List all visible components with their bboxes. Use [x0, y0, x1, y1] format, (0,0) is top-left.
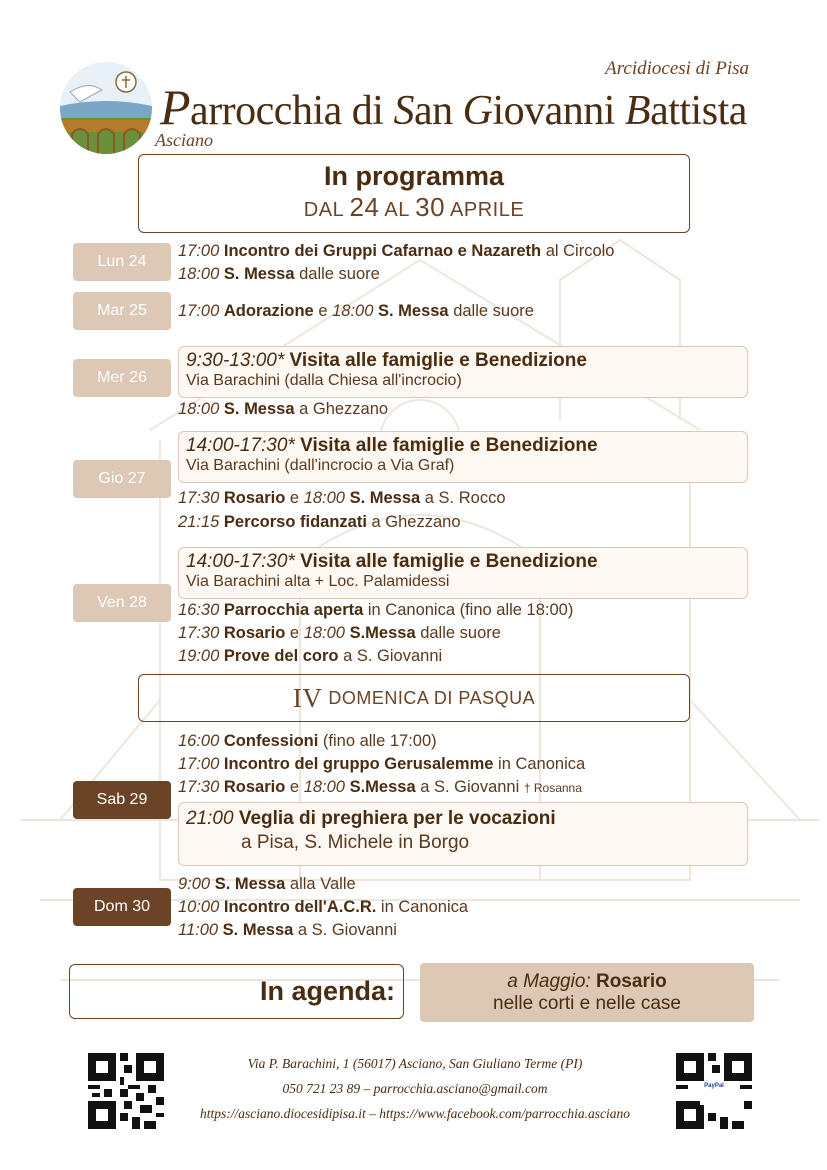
sunday-banner	[138, 674, 690, 722]
event-time: 14:00-17:30*	[186, 551, 295, 572]
event-title: Visita alle famiglie e Benedizione	[300, 551, 598, 572]
event-line	[178, 302, 534, 321]
event-title: S. Messa	[223, 400, 295, 418]
event-place: a Ghezzano	[366, 513, 461, 531]
range-to: 30	[415, 192, 446, 222]
highlight-subtitle: a Pisa, S. Michele in Borgo	[241, 832, 470, 853]
event-time: 9:30-13:00*	[186, 350, 285, 371]
highlight-title	[186, 350, 747, 372]
highlight-subtitle: Via Barachini (dalla Chiesa all'incrocio)	[186, 372, 462, 389]
paypal-label: PayPal	[704, 1083, 724, 1089]
range-mid: AL	[379, 199, 416, 221]
title-initial-s: S	[393, 88, 414, 134]
event-time: 9:00	[178, 875, 211, 893]
event-title: Visita alle famiglie e Benedizione	[300, 435, 598, 456]
event-time: 21:15	[178, 513, 220, 531]
highlight-box	[178, 547, 748, 599]
title-part-2: an	[413, 88, 463, 134]
title-initial-g: G	[462, 88, 493, 134]
agenda-box: In agenda:	[69, 964, 404, 1019]
highlight-subtitle: Via Barachini (dall'incrocio a Via Graf)	[186, 457, 455, 474]
event-time: 18:00	[303, 489, 345, 507]
event-time: 17:30	[178, 778, 220, 796]
event-line	[178, 647, 442, 666]
parish-title	[160, 78, 747, 136]
parish-logo	[60, 62, 152, 154]
event-title: Veglia di preghiera per le vocazioni	[238, 808, 556, 829]
highlight-subtitle: Via Barachini alta + Loc. Palamidessi	[186, 573, 450, 590]
program-date-range	[139, 192, 689, 223]
footer-info	[180, 1051, 650, 1126]
day-badge-mer: Mer 26	[73, 359, 171, 397]
event-line	[178, 624, 501, 643]
event-time: 14:00-17:30*	[186, 435, 295, 456]
event-time: 18:00	[303, 778, 345, 796]
event-place: a S. Giovanni	[338, 647, 443, 665]
event-time: 18:00	[178, 265, 220, 283]
event-time: 18:00	[332, 302, 374, 320]
title-initial-b: B	[624, 88, 651, 134]
event-time: 17:30	[178, 624, 220, 642]
diocese-name: Arcidiocesi di Pisa	[605, 58, 749, 79]
event-line	[178, 242, 614, 261]
event-place: dalle suore	[448, 302, 534, 320]
title-part-1: arrocchia di	[190, 88, 394, 134]
event-place: dalle suore	[294, 265, 380, 283]
event-place: (fino alle 17:00)	[318, 732, 437, 750]
footer-web[interactable]: https://asciano.diocesidipisa.it – https://www.facebook.com/parrocchia.asciano	[199, 1106, 631, 1121]
agenda-note-line1	[420, 971, 754, 993]
program-title: In programma	[323, 161, 505, 191]
event-title: S. Messa	[377, 302, 449, 320]
event-place: a S. Rocco	[420, 489, 506, 507]
agenda-note-title: Rosario	[595, 971, 667, 992]
range-suffix: APRILE	[445, 199, 525, 221]
agenda-note-line2: nelle corti e nelle case	[493, 993, 681, 1014]
parish-location: Asciano	[155, 130, 213, 150]
footer-address: Via P. Barachini, 1 (56017) Asciano, San Giuliano Terme (PI)	[247, 1056, 583, 1071]
highlight-title	[186, 808, 747, 830]
event-title: Visita alle famiglie e Benedizione	[289, 350, 587, 371]
highlight-title	[186, 551, 747, 573]
event-title: Incontro del gruppo Gerusalemme	[223, 755, 494, 773]
event-title: S.Messa	[349, 778, 416, 796]
event-line	[178, 489, 506, 508]
event-time: 10:00	[178, 898, 220, 916]
event-time: 16:00	[178, 732, 220, 750]
day-badge-mar: Mar 25	[73, 292, 171, 330]
event-title: Parrocchia aperta	[223, 601, 364, 619]
event-title: S. Messa	[214, 875, 286, 893]
day-badge-gio: Gio 27	[73, 460, 171, 498]
event-time: 18:00	[178, 400, 220, 418]
sunday-label: DOMENICA DI PASQUA	[328, 687, 536, 708]
range-prefix: DAL	[303, 199, 350, 221]
event-time: 18:00	[303, 624, 345, 642]
highlight-title	[186, 435, 747, 457]
event-title: Incontro dell'A.C.R.	[223, 898, 377, 916]
event-connector: e	[285, 778, 304, 796]
event-time: 17:00	[178, 242, 220, 260]
event-time: 16:30	[178, 601, 220, 619]
event-line	[178, 601, 573, 620]
event-time: 11:00	[178, 921, 219, 939]
title-part-4: attista	[650, 88, 747, 134]
event-time: 17:00	[178, 755, 220, 773]
event-title: Adorazione	[223, 302, 314, 320]
memorial-note: † Rosanna	[523, 781, 582, 795]
event-title: S.Messa	[349, 624, 416, 642]
event-line	[178, 265, 380, 284]
event-title: Incontro dei Gruppi Cafarnao e Nazareth	[223, 242, 542, 260]
event-time: 17:00	[178, 302, 220, 320]
event-title: S. Messa	[349, 489, 421, 507]
event-time: 17:30	[178, 489, 220, 507]
event-title: Rosario	[223, 624, 286, 642]
event-connector: e	[313, 302, 333, 320]
agenda-note	[420, 963, 754, 1022]
day-badge-lun: Lun 24	[73, 243, 171, 281]
agenda-note-prefix: a Maggio:	[507, 971, 596, 992]
title-part-3: iovanni	[492, 88, 625, 134]
highlight-box	[178, 431, 748, 483]
event-time: 19:00	[178, 647, 220, 665]
event-time: 21:00	[186, 808, 234, 829]
event-place: a S. Giovanni	[293, 921, 397, 939]
highlight-box	[178, 802, 748, 866]
range-from: 24	[349, 192, 380, 222]
event-place: in Canonica	[376, 898, 469, 916]
event-line	[178, 898, 468, 917]
event-place: a S. Giovanni	[415, 778, 524, 796]
event-place: al Circolo	[541, 242, 615, 260]
event-place: in Canonica (fino alle 18:00)	[363, 601, 574, 619]
highlight-box	[178, 346, 748, 398]
event-title: S. Messa	[223, 265, 295, 283]
event-line	[178, 921, 397, 940]
sunday-number: IV	[292, 682, 323, 713]
paypal-qr-code-icon	[676, 1053, 752, 1129]
footer-contact[interactable]: 050 721 23 89 – parrocchia.asciano@gmail.com	[282, 1081, 548, 1096]
event-line	[178, 732, 437, 751]
qr-code-icon	[88, 1053, 164, 1129]
title-initial-p: P	[160, 79, 191, 135]
event-place: a Ghezzano	[294, 400, 389, 418]
event-title: Rosario	[223, 778, 286, 796]
event-place: in Canonica	[493, 755, 586, 773]
event-line	[178, 513, 461, 532]
event-place: alla Valle	[285, 875, 356, 893]
event-connector: e	[285, 624, 304, 642]
event-line	[178, 755, 585, 774]
event-line	[178, 400, 388, 419]
event-line	[178, 778, 582, 797]
event-title: Rosario	[223, 489, 286, 507]
event-title: Percorso fidanzati	[223, 513, 367, 531]
event-line	[178, 875, 356, 894]
event-title: S. Messa	[222, 921, 294, 939]
program-box	[138, 154, 690, 233]
day-badge-ven: Ven 28	[73, 584, 171, 622]
day-badge-sab: Sab 29	[73, 781, 171, 819]
event-title: Prove del coro	[223, 647, 339, 665]
event-connector: e	[285, 489, 304, 507]
day-badge-dom: Dom 30	[73, 888, 171, 926]
event-title: Confessioni	[223, 732, 319, 750]
event-place: dalle suore	[415, 624, 501, 642]
